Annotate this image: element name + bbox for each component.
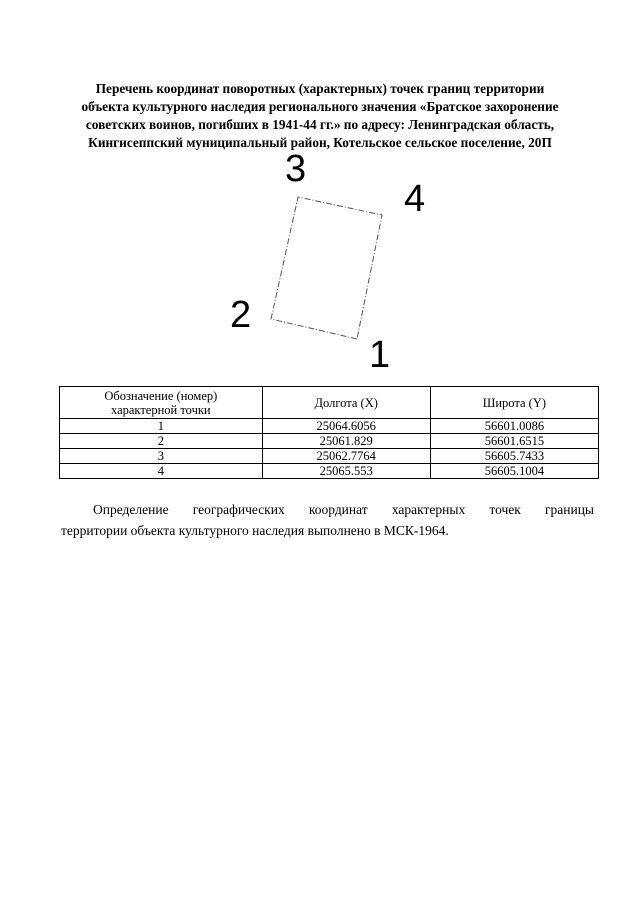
boundary-polygon (271, 197, 382, 339)
document-title (60, 80, 580, 152)
boundary-polygon-svg (0, 150, 640, 380)
coordinates-table (59, 386, 599, 479)
cell-x: 25061.829 (262, 434, 430, 449)
title-line-4: Кингисеппский муниципальный район, Котельское сельское поселение, 20П (88, 135, 552, 150)
cell-y: 56605.1004 (430, 464, 598, 479)
note-line-2: территории объекта культурного наследия выполнено в МСК-1964. (61, 523, 449, 538)
table-header-row (60, 387, 599, 419)
cell-point: 4 (60, 464, 263, 479)
point-label-2: 2 (230, 294, 252, 336)
header-point-number: Обозначение (номер) характерной точки (60, 387, 263, 419)
cell-x: 25062.7764 (262, 449, 430, 464)
table-row (60, 419, 599, 434)
title-line-3: советских воинов, погибших в 1941-44 гг.» по адресу: Ленинградская область, (85, 117, 555, 132)
table-row (60, 464, 599, 479)
table-row (60, 434, 599, 449)
cell-point: 2 (60, 434, 263, 449)
title-line-1: Перечень координат поворотных (характерных) точек границ территории (95, 81, 545, 96)
point-label-4: 4 (404, 178, 426, 220)
cell-point: 3 (60, 449, 263, 464)
boundary-scheme (0, 150, 640, 380)
cell-x: 25065.553 (262, 464, 430, 479)
point-label-1: 1 (369, 334, 391, 376)
point-label-3: 3 (285, 148, 307, 190)
cell-y: 56605.7433 (430, 449, 598, 464)
header-latitude: Широта (Y) (430, 387, 598, 419)
cell-x: 25064.6056 (262, 419, 430, 434)
header-longitude: Долгота (X) (262, 387, 430, 419)
table-row (60, 449, 599, 464)
note-line-1: Определение географических координат характерных точек границы (93, 502, 594, 517)
title-line-2: объекта культурного наследия регионального значения «Братское захоронение (81, 99, 559, 114)
coordinate-system-note (61, 499, 594, 541)
cell-y: 56601.6515 (430, 434, 598, 449)
cell-point: 1 (60, 419, 263, 434)
cell-y: 56601.0086 (430, 419, 598, 434)
